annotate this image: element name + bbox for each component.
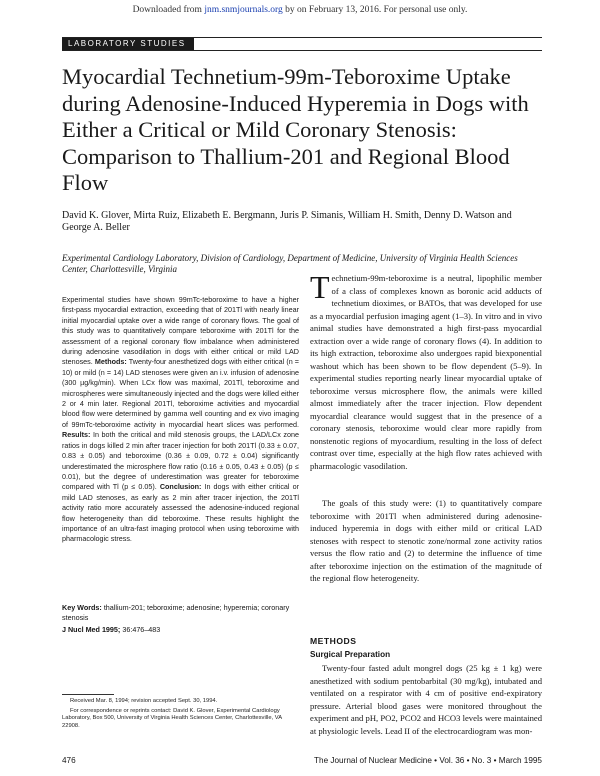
author-list: David K. Glover, Mirta Ruiz, Elizabeth E. Bergmann, Juris P. Simanis, William H. Smith, Denny D. Watson and George A. Beller bbox=[62, 210, 512, 233]
footnote-correspondence: For correspondence or reprints contact: David K. Glover, Experimental Cardiology Laboratory, Box 500, University of Virginia Health Sciences Center, Charlottesville, VA 22908. bbox=[62, 707, 282, 729]
download-prefix: Downloaded from bbox=[132, 5, 205, 15]
affiliation: Experimental Cardiology Laboratory, Division of Cardiology, Department of Medicine, University of Virginia Health Sciences Center, Charlottesville, Virginia bbox=[62, 253, 518, 274]
intro-text: echnetium-99m-teboroxime is a neutral, lipophilic member of a class of complexes known as boronic acid adducts of technetium dioximes, or BATOs, that was developed for use as a myocardial perfusion imaging agent (1–3). In vitro and in vivo animal studies have demonstrated a high first-pass myocardial extraction over a wide range of coronary flows (4). In addition to its high extraction, teboroxime also undergoes rapid biexponential washout which has been shown to be flow dependent (5–9). In experimental studies reporting nearly linear myocardial uptake of teboroxime versus microsphere flow, the animals were killed almost immediately after the tracer injection. Flow dependent myocardial clearance would suggest that in the presence of a coronary stenosis, teboroxime would clear more rapidly from nonstenotic regions of myocardium, resulting in the loss of defect contrast over time, especially at the high flow rates achieved with pharmacologic vasodilation. bbox=[310, 273, 542, 471]
citation bbox=[62, 625, 299, 635]
methods-heading: METHODS bbox=[310, 636, 357, 646]
footnote-divider bbox=[62, 694, 114, 695]
footnotes bbox=[62, 698, 299, 732]
abstract-results-label: Results: bbox=[62, 430, 91, 440]
keywords-label: Key Words: bbox=[62, 603, 102, 612]
methods-paragraph: Twenty-four fasted adult mongrel dogs (25 kg ± 1 kg) were anesthetized with sodium pentobarbital (30 mg/kg), intubated and ventilated on a respirator with 4 cm of positive end-expiratory pressure. Arterial blood gases were monitored throughout the experiment and pH, PO2, PCO2 and HCO3 levels were maintained at physiologic levels. Lead II of the electrocardiogram was mon- bbox=[310, 663, 542, 736]
citation-journal: J Nucl Med 1995; bbox=[62, 625, 121, 634]
intro-paragraph bbox=[310, 269, 542, 472]
section-header-bar bbox=[62, 37, 542, 51]
abstract-results: In both the critical and mild stenosis groups, the LAD/LCx zone ratios in dogs killed 2 min after tracer injection for both 201Tl (0.33 ± 0.07, 0.83 ± 0.05) and teboroxime (0.36 ± 0.09, 0.72 ± 0.04) significantly underestimated the microsphere flow ratio (0.16 ± 0.05, 0.43 ± 0.05) (p ≤ 0.01), but the degree of underestimation was greater for teboroxime compared with Tl (p ≤ 0.05). bbox=[62, 430, 299, 492]
abstract-conclusion-label: Conclusion: bbox=[159, 482, 202, 492]
keywords-text: thallium-201; teboroxime; adenosine; hyperemia; coronary stenosis bbox=[62, 603, 290, 623]
page-number: 476 bbox=[62, 756, 76, 765]
journal-link[interactable]: jnm.snmjournals.org bbox=[204, 5, 283, 15]
footnote-received: Received Mar. 8, 1994; revision accepted Sept. 30, 1994. bbox=[70, 698, 218, 704]
study-goals-paragraph: The goals of this study were: (1) to quantitatively compare teboroxime with 201Tl when administered during adenosine-induced hyperemia in dogs with either mild or critical LAD stenoses with respect to stenotic zone/normal zone activity ratios versus the flow ratio and (2) to determine the influence of time after teboroxime injection on the estimation of the magnitude of the regional flow heterogeneity. bbox=[310, 498, 542, 583]
abstract-conclusion: In dogs with either critical or mild LAD stenoses, as early as 2 min after tracer injection, the 201Tl activity ratio more accurately assessed the adenosine-induced regional flow heterogeneity than did teboroxime. These results highlight the importance of an ultra-fast imaging protocol when using teboroxime with pharmacologic stress. bbox=[62, 482, 299, 544]
section-label: LABORATORY STUDIES bbox=[62, 38, 194, 50]
abstract-methods-label: Methods: bbox=[94, 357, 127, 367]
download-suffix: by on February 13, 2016. For personal use only. bbox=[282, 5, 468, 15]
abstract-methods: Twenty-four anesthetized dogs with either critical (n = 10) or mild (n = 14) LAD stenoses were given an i.v. infusion of adenosine (300 µg/kg/min). When LCx flow was maximal, 201Tl, teboroxime and microspheres were simultaneously injected and the dogs were killed either 2 or 4 min later. Regional 201Tl, teboroxime activities and myocardial blood flow were determined by gamma well counting and ex vivo imaging of 99mTc-teboroxime activity in myocardial heart slices was performed. bbox=[62, 357, 299, 429]
abstract bbox=[62, 295, 299, 545]
keywords bbox=[62, 603, 299, 624]
article-title: Myocardial Technetium-99m-Teboroxime Uptake during Adenosine-Induced Hyperemia in Dogs with Either a Critical or Mild Coronary Stenosis: Comparison to Thallium-201 and Regional Blood Flow bbox=[62, 64, 529, 195]
citation-volume: 36:476–483 bbox=[120, 625, 161, 634]
drop-cap: T bbox=[310, 269, 330, 305]
download-notice bbox=[0, 5, 600, 15]
surgical-preparation-heading: Surgical Preparation bbox=[310, 650, 391, 659]
journal-info: The Journal of Nuclear Medicine • Vol. 36 • No. 3 • March 1995 bbox=[314, 756, 542, 765]
abstract-intro: Experimental studies have shown 99mTc-teboroxime to have a higher first-pass myocardial extraction, exceeding that of 201Tl with nearly linear initial myocardial uptake over a wide range of coronary flows. The goal of this study was to quantitatively compare teboroxime with 201Tl for the assessment of a regional coronary flow imbalance when administered during adenosine vasodilation in dogs with either critical or mild LAD stenoses. bbox=[62, 295, 299, 367]
